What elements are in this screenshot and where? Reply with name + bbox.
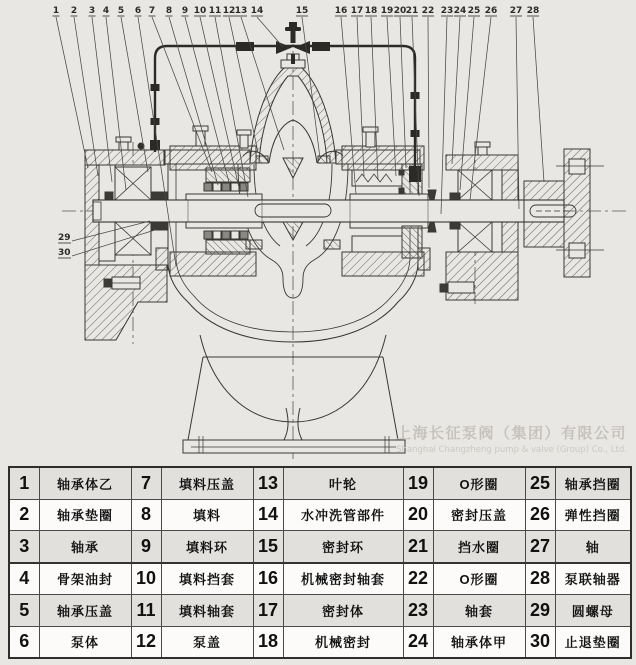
part-name: 圆螺母 xyxy=(555,595,631,627)
pipe-connector-left xyxy=(150,140,160,150)
stop-washer xyxy=(151,222,167,230)
bearing-cap xyxy=(85,150,165,165)
part-name: 泵盖 xyxy=(161,626,253,658)
callout-number-7: 7 xyxy=(148,6,156,16)
callout-number-28: 28 xyxy=(526,6,540,16)
deck-stud xyxy=(240,134,248,148)
part-number: 15 xyxy=(253,531,283,563)
water-slinger-top xyxy=(428,190,436,200)
part-name: 骨架油封 xyxy=(39,563,131,595)
part-number: 23 xyxy=(403,595,433,627)
o-ring-2 xyxy=(399,188,404,193)
part-number: 20 xyxy=(403,499,433,531)
callout-number-26: 26 xyxy=(484,6,498,16)
callout-number-19: 19 xyxy=(380,6,394,16)
callout-number-30: 30 xyxy=(58,248,71,258)
part-number: 29 xyxy=(525,595,555,627)
part-name: 轴承 xyxy=(39,531,131,563)
part-number: 28 xyxy=(525,563,555,595)
part-number: 5 xyxy=(9,595,39,627)
part-name: 密封体 xyxy=(283,595,403,627)
part-name: 挡水圈 xyxy=(433,531,525,563)
part-name: 填料轴套 xyxy=(161,595,253,627)
valve-stem xyxy=(291,31,296,43)
part-number: 7 xyxy=(131,467,161,499)
part-name: 泵体 xyxy=(39,626,131,658)
part-name: 填料压盖 xyxy=(161,467,253,499)
callout-number-21: 21 xyxy=(405,6,419,16)
part-name: 轴承垫圈 xyxy=(39,499,131,531)
callout-number-3: 3 xyxy=(88,6,96,16)
callout-number-12: 12 xyxy=(222,6,236,16)
part-number: 12 xyxy=(131,626,161,658)
parts-table-row xyxy=(9,595,631,627)
part-number: 4 xyxy=(9,563,39,595)
callout-number-14: 14 xyxy=(250,6,264,16)
part-name: 轴承体乙 xyxy=(39,467,131,499)
callout-number-9: 9 xyxy=(181,6,189,16)
parts-table-row xyxy=(9,499,631,531)
callout-number-13: 13 xyxy=(234,6,248,16)
callout-number-10: 10 xyxy=(193,6,207,16)
parts-table xyxy=(8,466,632,659)
parts-table-row xyxy=(9,563,631,595)
seal-sleeve-top xyxy=(350,194,428,200)
callout-number-15: 15 xyxy=(295,6,309,16)
part-number: 17 xyxy=(253,595,283,627)
o-ring-1 xyxy=(399,170,404,175)
callout-number-2: 2 xyxy=(70,6,78,16)
watermark-company-cn: 上海长征泵阀（集团）有限公司 xyxy=(395,424,627,442)
part-name: 叶轮 xyxy=(283,467,403,499)
part-name: 填料环 xyxy=(161,531,253,563)
watermark xyxy=(396,424,627,455)
callout-number-16: 16 xyxy=(334,6,348,16)
wear-ring-right xyxy=(324,240,340,249)
callout-number-11: 11 xyxy=(208,6,222,16)
parts-table-row xyxy=(9,531,631,563)
deck-nut xyxy=(237,130,251,135)
part-name: 轴 xyxy=(555,531,631,563)
part-name: 止退垫圈 xyxy=(555,626,631,658)
parts-table-row xyxy=(9,467,631,499)
part-number: 10 xyxy=(131,563,161,595)
part-number: 14 xyxy=(253,499,283,531)
pipe-connector-right xyxy=(409,166,421,182)
part-number: 22 xyxy=(403,563,433,595)
part-number: 9 xyxy=(131,531,161,563)
pipe-union-right xyxy=(312,42,330,51)
callout-number-22: 22 xyxy=(421,6,435,16)
gland-stud xyxy=(196,130,205,146)
callout-number-6: 6 xyxy=(134,6,142,16)
callout-number-23: 23 xyxy=(440,6,454,16)
part-name: 密封环 xyxy=(283,531,403,563)
callout-number-25: 25 xyxy=(467,6,481,16)
callout-number-24: 24 xyxy=(453,6,467,16)
seal-ring-left xyxy=(256,156,268,163)
part-name: 机械密封轴套 xyxy=(283,563,403,595)
part-number: 27 xyxy=(525,531,555,563)
part-number: 30 xyxy=(525,626,555,658)
part-number: 26 xyxy=(525,499,555,531)
part-name: 密封压盖 xyxy=(433,499,525,531)
drain-plug-right xyxy=(448,282,474,293)
callout-number-18: 18 xyxy=(364,6,378,16)
part-name: 填料 xyxy=(161,499,253,531)
part-number: 3 xyxy=(9,531,39,563)
packing-sleeve-bottom xyxy=(186,222,262,228)
part-number: 1 xyxy=(9,467,39,499)
part-number: 13 xyxy=(253,467,283,499)
callout-number-17: 17 xyxy=(350,6,364,16)
part-number: 25 xyxy=(525,467,555,499)
callout-number-29: 29 xyxy=(58,233,71,243)
bearing-retaining-ring xyxy=(450,193,460,200)
part-name: 机械密封 xyxy=(283,626,403,658)
parts-list-area xyxy=(8,466,628,659)
bearing-cap-right xyxy=(446,155,518,170)
part-name: 轴套 xyxy=(433,595,525,627)
part-name: 轴承挡圈 xyxy=(555,467,631,499)
part-name: 轴承压盖 xyxy=(39,595,131,627)
part-name: 填料挡套 xyxy=(161,563,253,595)
seal-gland-stud xyxy=(366,131,375,147)
watermark-company-en: Shanghai Changzheng pump & valve (Group) Co., Ltd. xyxy=(396,445,627,455)
shaft xyxy=(93,200,564,222)
part-number: 2 xyxy=(9,499,39,531)
part-number: 19 xyxy=(403,467,433,499)
part-number: 18 xyxy=(253,626,283,658)
part-name: 泵联轴器 xyxy=(555,563,631,595)
elastic-retaining-ring xyxy=(450,222,460,229)
packing-sleeve-top xyxy=(186,194,262,200)
callout-number-27: 27 xyxy=(509,6,523,16)
parts-table-body xyxy=(9,467,631,658)
part-number: 11 xyxy=(131,595,161,627)
valve-handle xyxy=(285,27,301,31)
part-number: 21 xyxy=(403,531,433,563)
part-name: O形圈 xyxy=(433,563,525,595)
callout-number-4: 4 xyxy=(102,6,110,16)
water-slinger-bottom xyxy=(428,222,436,232)
callout-number-5: 5 xyxy=(117,6,125,16)
part-number: 8 xyxy=(131,499,161,531)
part-name: 轴承体甲 xyxy=(433,626,525,658)
callout-number-1: 1 xyxy=(52,6,60,16)
callout-number-8: 8 xyxy=(165,6,173,16)
part-name: O形圈 xyxy=(433,467,525,499)
part-name: 弹性挡圈 xyxy=(555,499,631,531)
callout-number-20: 20 xyxy=(393,6,407,16)
part-number: 24 xyxy=(403,626,433,658)
part-number: 6 xyxy=(9,626,39,658)
part-name: 水冲洗管部件 xyxy=(283,499,403,531)
parts-table-row xyxy=(9,626,631,658)
part-number: 16 xyxy=(253,563,283,595)
